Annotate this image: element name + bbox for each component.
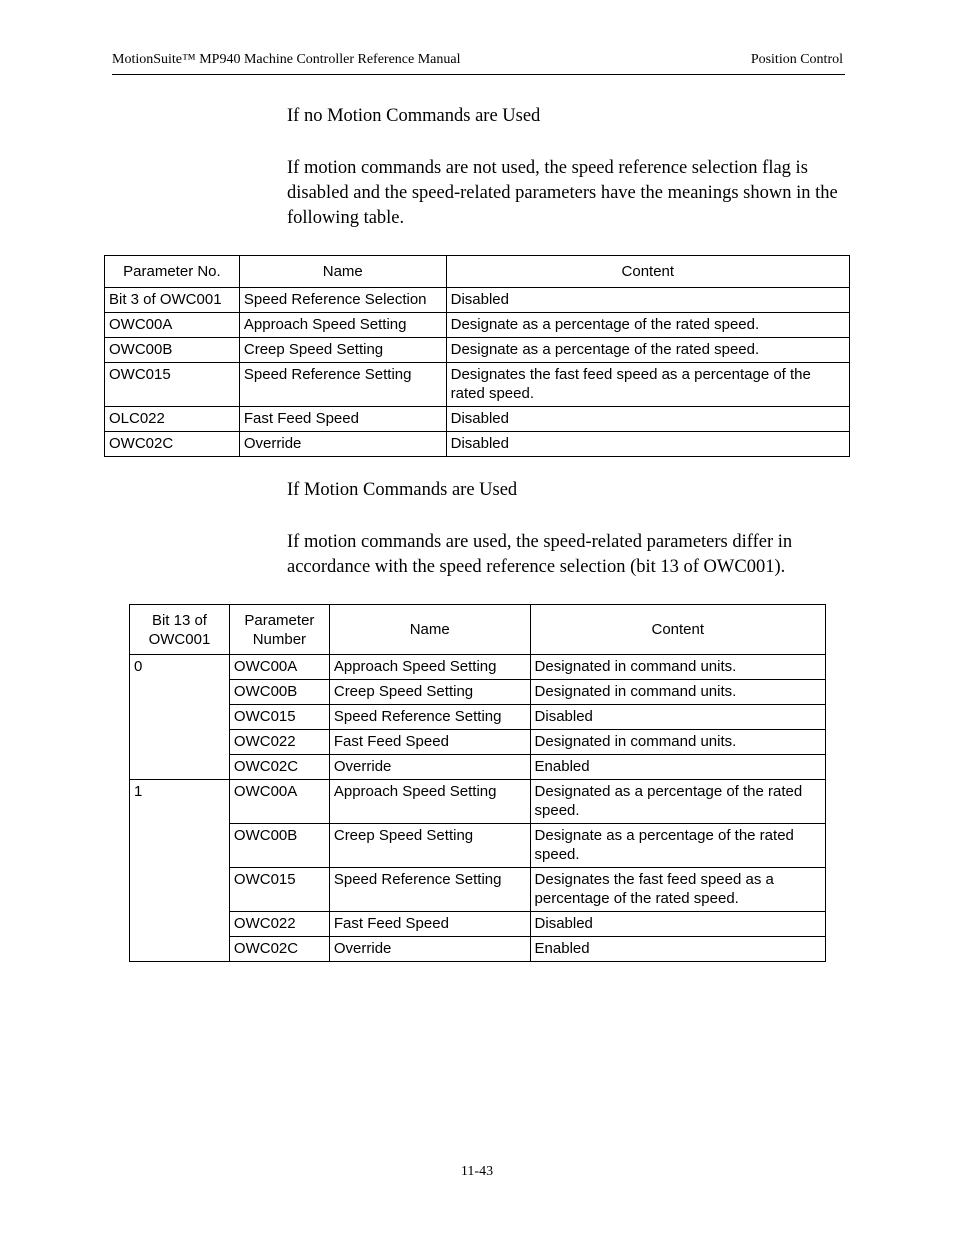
chapter-title: Position Control — [750, 52, 843, 67]
table-cell: OWC022 — [229, 912, 329, 937]
table-row — [105, 407, 850, 432]
table-cell: OWC00A — [229, 655, 329, 680]
section1-heading: If no Motion Commands are Used — [287, 106, 541, 126]
table-cell: Disabled — [446, 288, 849, 313]
bit-value-cell: 0 — [130, 655, 230, 780]
section2-body: If motion commands are used, the speed-related parameters differ in accordance with the speed reference selection (bit 13 of OWC001). — [287, 532, 793, 577]
table-row — [130, 780, 826, 824]
table-cell: Designate as a percentage of the rated speed. — [446, 313, 849, 338]
table-cell: Designated in command units. — [530, 730, 825, 755]
column-header: Bit 13 of OWC001 — [130, 605, 230, 655]
table-cell: Creep Speed Setting — [329, 824, 530, 868]
table-cell: OWC015 — [105, 363, 240, 407]
table-cell: Override — [329, 937, 530, 962]
table-cell: OWC00A — [105, 313, 240, 338]
table-cell: Speed Reference Setting — [329, 868, 530, 912]
column-header: Name — [329, 605, 530, 655]
table-cell: Fast Feed Speed — [239, 407, 446, 432]
table-row — [105, 432, 850, 457]
column-header: Parameter No. — [105, 256, 240, 288]
table-cell: Designates the fast feed speed as a percentage of the rated speed. — [530, 868, 825, 912]
table-cell: Creep Speed Setting — [329, 680, 530, 705]
table-row — [130, 868, 826, 912]
table-cell: Fast Feed Speed — [329, 730, 530, 755]
table-cell: OLC022 — [105, 407, 240, 432]
table-cell: Bit 3 of OWC001 — [105, 288, 240, 313]
table-cell: OWC00B — [105, 338, 240, 363]
manual-title: MotionSuite™ MP940 Machine Controller Reference Manual — [112, 52, 461, 67]
table-row — [130, 755, 826, 780]
section2-heading: If Motion Commands are Used — [287, 480, 518, 500]
table-row — [105, 338, 850, 363]
page-number: 11-43 — [460, 1164, 494, 1179]
table-cell: OWC00B — [229, 824, 329, 868]
table-cell: Override — [239, 432, 446, 457]
table-row — [130, 680, 826, 705]
table-cell: OWC02C — [105, 432, 240, 457]
table-header-row — [130, 605, 826, 655]
table-row — [130, 824, 826, 868]
motion-speed-parameters-table — [129, 604, 826, 962]
table-row — [130, 730, 826, 755]
speed-parameters-table — [104, 255, 850, 457]
table-cell: Approach Speed Setting — [329, 780, 530, 824]
table-cell: Disabled — [530, 912, 825, 937]
table-cell: OWC02C — [229, 755, 329, 780]
table-row — [105, 288, 850, 313]
table-row — [130, 912, 826, 937]
table-header-row — [105, 256, 850, 288]
table-row — [105, 363, 850, 407]
table-cell: OWC022 — [229, 730, 329, 755]
section1-body: If motion commands are not used, the speed reference selection flag is disabled and the speed-related parameters have the meanings shown in the following table. — [287, 158, 838, 228]
table-cell: Designate as a percentage of the rated speed. — [530, 824, 825, 868]
table-cell: Speed Reference Selection — [239, 288, 446, 313]
table-cell: Designated in command units. — [530, 680, 825, 705]
column-header: Content — [446, 256, 849, 288]
column-header: Name — [239, 256, 446, 288]
table-cell: Approach Speed Setting — [329, 655, 530, 680]
table-cell: Override — [329, 755, 530, 780]
table-row — [130, 655, 826, 680]
table-row — [130, 705, 826, 730]
table-cell: Disabled — [446, 407, 849, 432]
column-header: Content — [530, 605, 825, 655]
table-cell: Fast Feed Speed — [329, 912, 530, 937]
table-cell: Designates the fast feed speed as a percentage of the rated speed. — [446, 363, 849, 407]
table-cell: OWC02C — [229, 937, 329, 962]
column-header: Parameter Number — [229, 605, 329, 655]
table-cell: OWC00A — [229, 780, 329, 824]
table-cell: Approach Speed Setting — [239, 313, 446, 338]
table-cell: Disabled — [530, 705, 825, 730]
table-cell: Enabled — [530, 755, 825, 780]
table-cell: Designate as a percentage of the rated speed. — [446, 338, 849, 363]
table-cell: Designated as a percentage of the rated speed. — [530, 780, 825, 824]
table-row — [105, 313, 850, 338]
table-cell: Speed Reference Setting — [239, 363, 446, 407]
table-cell: OWC015 — [229, 868, 329, 912]
bit-value-cell: 1 — [130, 780, 230, 962]
table-cell: OWC015 — [229, 705, 329, 730]
table-cell: Enabled — [530, 937, 825, 962]
table-cell: Designated in command units. — [530, 655, 825, 680]
table-cell: Speed Reference Setting — [329, 705, 530, 730]
table-cell: OWC00B — [229, 680, 329, 705]
table-row — [130, 937, 826, 962]
table-cell: Disabled — [446, 432, 849, 457]
table-cell: Creep Speed Setting — [239, 338, 446, 363]
page-header — [112, 52, 845, 75]
